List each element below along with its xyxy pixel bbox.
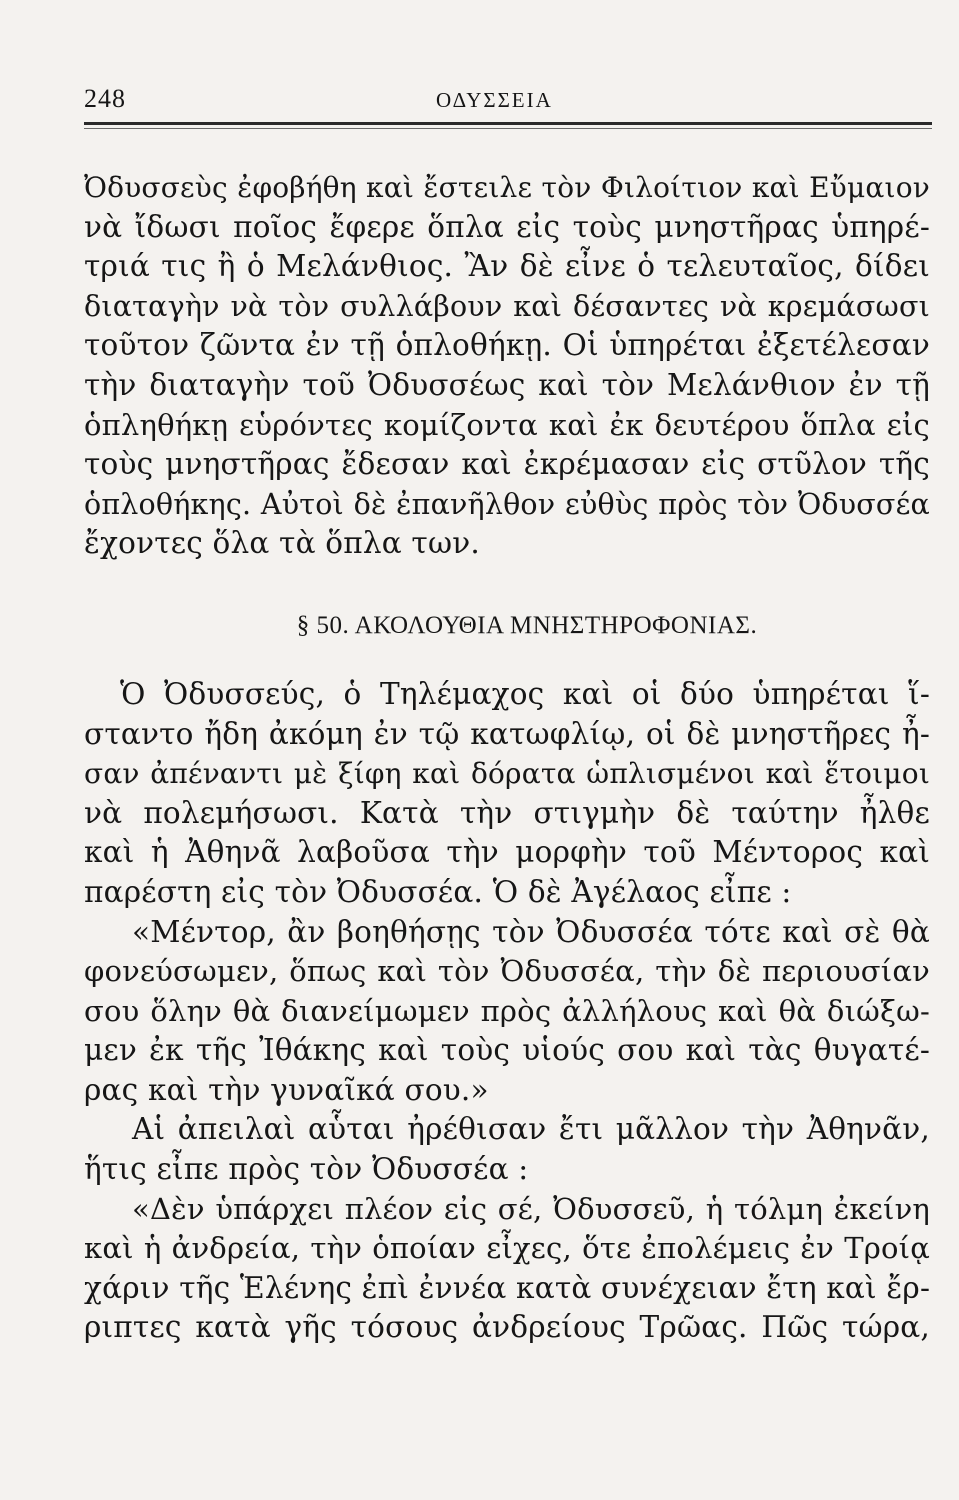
paragraph	[84, 1110, 930, 1189]
section-heading: § 50. ΑΚΟΛΟΥΘΙΑ ΜΝΗΣΤΗΡΟΦΟΝΙΑΣ.	[296, 611, 758, 639]
paragraph-quote	[84, 913, 930, 1111]
text-line: σου ὅλην θὰ διανείμωμεν πρὸς ἀλλήλους καὶ θὰ διώξω-	[84, 993, 930, 1028]
text-line: νὰ ἴδωσι ποῖος ἔφερε ὅπλα εἰς τοὺς μνηστῆρας ὑπηρέ-	[84, 209, 930, 244]
body-text	[84, 168, 930, 1348]
paragraph	[84, 675, 930, 913]
text-line: Ὁ Ὀδυσσεύς, ὁ Τηλέμαχος καὶ οἱ δύο ὑπηρέται ἵ-	[120, 676, 930, 711]
text-line: ριπτες κατὰ γῆς τόσους ἀνδρείους Τρῶας. Πῶς τώρα,	[84, 1310, 930, 1345]
text-line: διαταγὴν νὰ τὸν συλλάβουν καὶ δέσαντες νὰ κρεμάσωσι	[84, 289, 930, 323]
text-line: ὁπληθήκῃ εὑρόντες κομίζοντα καὶ ἐκ δευτέρου ὅπλα εἰς	[84, 407, 930, 442]
paragraph-quote	[84, 1190, 930, 1348]
text-line: Ὀδυσσεὺς ἐφοβήθη καὶ ἔστειλε τὸν Φιλοίτιον καὶ Εὔμαιον	[84, 171, 930, 204]
paragraph-continued	[84, 168, 930, 564]
text-line: ἔχοντες ὅλα τὰ ὅπλα των.	[84, 526, 480, 561]
text-line: ἥτις εἶπε πρὸς τὸν Ὀδυσσέα :	[84, 1152, 529, 1187]
text-line: τριά τις ἢ ὁ Μελάνθιος. Ἂν δὲ εἶνε ὁ τελευταῖος, δίδει	[84, 249, 930, 284]
running-title: ΟΔΥΣΣΕΙΑ	[436, 88, 553, 112]
text-line: νὰ πολεμήσωσι. Κατὰ τὴν στιγμὴν δὲ ταύτην ἦλθε	[84, 795, 930, 830]
text-line: καὶ ἡ Ἀθηνᾶ λαβοῦσα τὴν μορφὴν τοῦ Μέντορος καὶ	[84, 835, 930, 870]
text-line: τὴν διαταγὴν τοῦ Ὀδυσσέως καὶ τὸν Μελάνθιον ἐν τῇ	[84, 367, 930, 402]
header-rule-thin	[84, 128, 932, 129]
text-line: ρας καὶ τὴν γυναῖκά σου.»	[84, 1072, 489, 1107]
text-line: παρέστη εἰς τὸν Ὀδυσσέα. Ὁ δὲ Ἀγέλαος εἶπε :	[84, 874, 792, 909]
text-line: ὁπλοθήκης. Αὐτοὶ δὲ ἐπανῆλθον εὐθὺς πρὸς τὸν Ὀδυσσέα	[84, 487, 930, 521]
running-head	[84, 84, 934, 118]
text-line: Αἱ ἀπειλαὶ αὗται ἠρέθισαν ἔτι μᾶλλον τὴν Ἀθηνᾶν,	[132, 1112, 930, 1147]
text-line: σαν ἀπέναντι μὲ ξίφη καὶ δόρατα ὡπλισμένοι καὶ ἕτοιμοι	[84, 757, 930, 791]
text-line: φονεύσωμεν, ὅπως καὶ τὸν Ὀδυσσέα, τὴν δὲ περιουσίαν	[84, 954, 930, 989]
text-line: «Δὲν ὑπάρχει πλέον εἰς σέ, Ὀδυσσεῦ, ἡ τόλμη ἐκείνη	[132, 1191, 930, 1226]
text-line: καὶ ἡ ἀνδρεία, τὴν ὁποίαν εἶχες, ὅτε ἐπολέμεις ἐν Τροίᾳ	[84, 1231, 930, 1266]
header-rule	[84, 122, 932, 125]
text-line: τοὺς μνηστῆρας ἔδεσαν καὶ ἐκρέμασαν εἰς στῦλον τῆς	[84, 447, 930, 482]
page-number: 248	[84, 84, 126, 113]
text-line: χάριν τῆς Ἑλένης ἐπὶ ἐννέα κατὰ συνέχειαν ἔτη καὶ ἔρ-	[84, 1270, 931, 1305]
text-line: σταντο ἤδη ἀκόμη ἐν τῷ κατωφλίῳ, οἱ δὲ μνηστῆρες ἦ-	[84, 716, 930, 751]
text-line: «Μέντορ, ἂν βοηθήσῃς τὸν Ὀδυσσέα τότε καὶ σὲ θὰ	[132, 914, 930, 949]
text-line: μεν ἐκ τῆς Ἰθάκης καὶ τοὺς υἱούς σου καὶ τὰς θυγατέ-	[84, 1033, 930, 1068]
text-line: τοῦτον ζῶντα ἐν τῇ ὁπλοθήκῃ. Οἱ ὑπηρέται ἐξετέλεσαν	[84, 328, 930, 363]
